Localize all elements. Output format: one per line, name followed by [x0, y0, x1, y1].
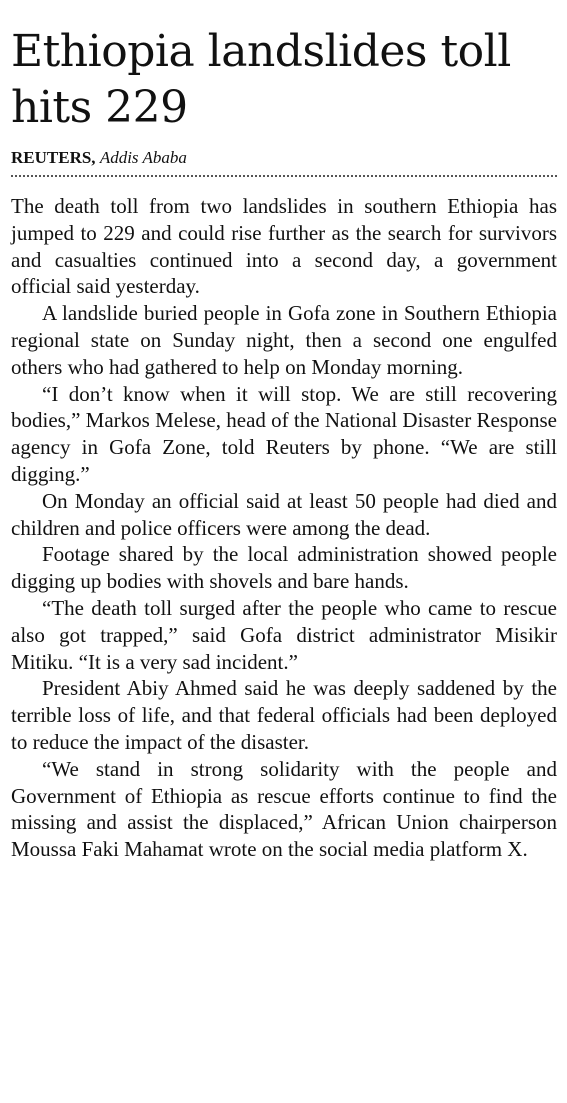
byline-agency: REUTERS, — [11, 148, 96, 167]
paragraph-7: President Abiy Ahmed said he was deeply saddened by the terrible loss of life, and that federal officials had been deployed to reduce the impact of the disaster. — [11, 676, 557, 754]
news-article — [11, 0, 557, 863]
byline-dateline: Addis Ababa — [99, 148, 187, 167]
paragraph-1: The death toll from two landslides in southern Ethiopia has jumped to 229 and could rise further as the search for survivors and casualties continued into a second day, a government official said yesterday. — [11, 194, 557, 299]
paragraph-8: “We stand in strong solidarity with the people and Government of Ethiopia as rescue efforts continue to find the missing and assist the displaced,” African Union chairperson Moussa Faki Mahamat wrote on the social media platform X. — [11, 756, 557, 862]
article-body — [11, 193, 557, 863]
paragraph-4: On Monday an official said at least 50 people had died and children and police officers were among the dead. — [11, 488, 557, 540]
paragraph-6: “The death toll surged after the people who came to rescue also got trapped,” said Gofa district administrator Misikir Mitiku. “It is a very sad incident.” — [11, 595, 557, 674]
paragraph-3: “I don’t know when it will stop. We are still recovering bodies,” Markos Melese, head of the National Disaster Response agency in Gofa Zone, told Reuters by phone. “We are still digging.” — [11, 381, 557, 486]
dotted-divider — [11, 175, 557, 177]
paragraph-5: Footage shared by the local administration showed people digging up bodies with shovels and bare hands. — [11, 542, 557, 594]
headline: Ethiopia landslides toll hits 229 — [11, 26, 511, 133]
paragraph-2: A landslide buried people in Gofa zone in Southern Ethiopia regional state on Sunday night, then a second one engulfed others who had gathered to help on Monday morning. — [11, 301, 557, 379]
byline — [11, 148, 557, 170]
